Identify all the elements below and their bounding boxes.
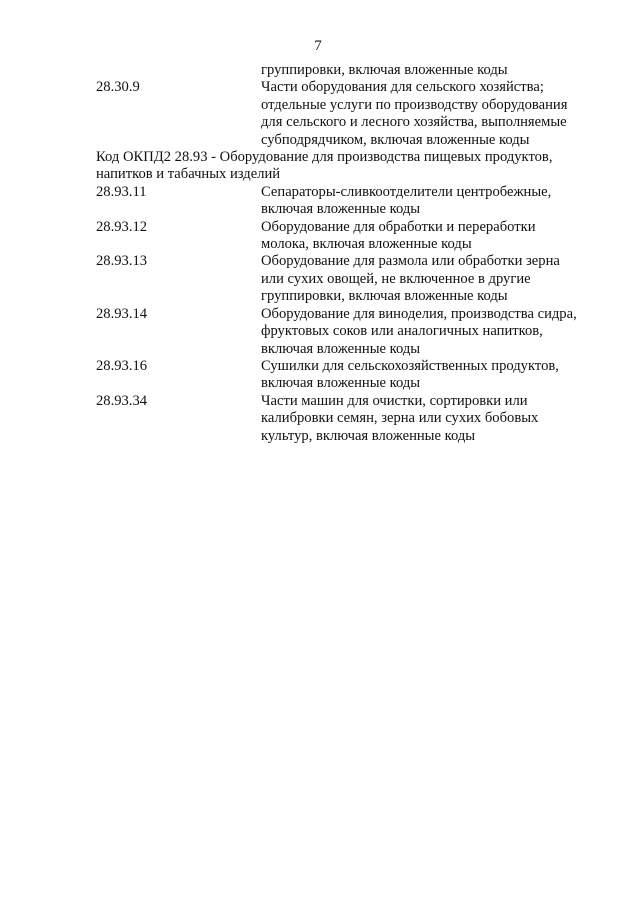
entry-code: 28.93.12 [96,218,148,235]
description-line: Сепараторы-сливкоотделители центробежные, [261,183,552,200]
entry-code: 28.93.16 [96,357,148,374]
entry-description [261,358,596,393]
description-line: Оборудование для виноделия, производства сидра, [261,305,577,322]
list-item [96,358,596,393]
code-list [96,62,596,445]
entry-code: 28.93.11 [96,183,147,200]
description-line: Оборудование для размола или обработки зерна [261,253,560,270]
entry-code: 28.93.14 [96,305,148,322]
list-item [96,219,596,254]
list-item [96,79,596,149]
description-line: Оборудование для обработки и переработки [261,218,536,235]
list-item [96,393,596,445]
entry-code: 28.93.34 [96,392,148,409]
description-line: Части оборудования для сельского хозяйства; [261,79,544,96]
description-line: для сельского и лесного хозяйства, выполняемые [261,114,567,131]
entry-description [261,219,596,254]
entry-description [261,184,596,219]
description-line: Части машин для очистки, сортировки или [261,392,528,409]
entry-description [261,79,596,149]
section-heading [96,149,596,184]
entry-code: 28.30.9 [96,79,140,96]
description-line: Сушилки для сельскохозяйственных продуктов, [261,357,559,374]
heading-line: Код ОКПД2 28.93 - Оборудование для производства пищевых продуктов, [96,149,553,166]
continuation-row [96,62,596,79]
description-line: включая вложенные коды [261,340,421,357]
description-line: группировки, включая вложенные коды [261,288,508,305]
entry-description [261,393,596,445]
description-line: калибровки семян, зерна или сухих бобовых [261,410,539,427]
entry-description [261,306,596,358]
description-line: фруктовых соков или аналогичных напитков, [261,323,543,340]
page-number: 7 [314,38,322,54]
list-item [96,253,596,305]
description-line: группировки, включая вложенные коды [261,62,508,78]
description-line: молока, включая вложенные коды [261,236,472,253]
description-line: или сухих овощей, не включенное в другие [261,270,531,287]
description-line: отдельные услуги по производству оборудования [261,96,568,113]
list-item [96,306,596,358]
entry-code: 28.93.13 [96,253,148,270]
heading-line: напитков и табачных изделий [96,166,281,183]
description-line: включая вложенные коды [261,201,421,218]
entry-description [261,62,596,79]
list-item [96,184,596,219]
entry-description [261,253,596,305]
description-line: включая вложенные коды [261,375,421,392]
description-line: субподрядчиком, включая вложенные коды [261,131,530,148]
entry-code [96,62,261,79]
description-line: культур, включая вложенные коды [261,427,476,444]
